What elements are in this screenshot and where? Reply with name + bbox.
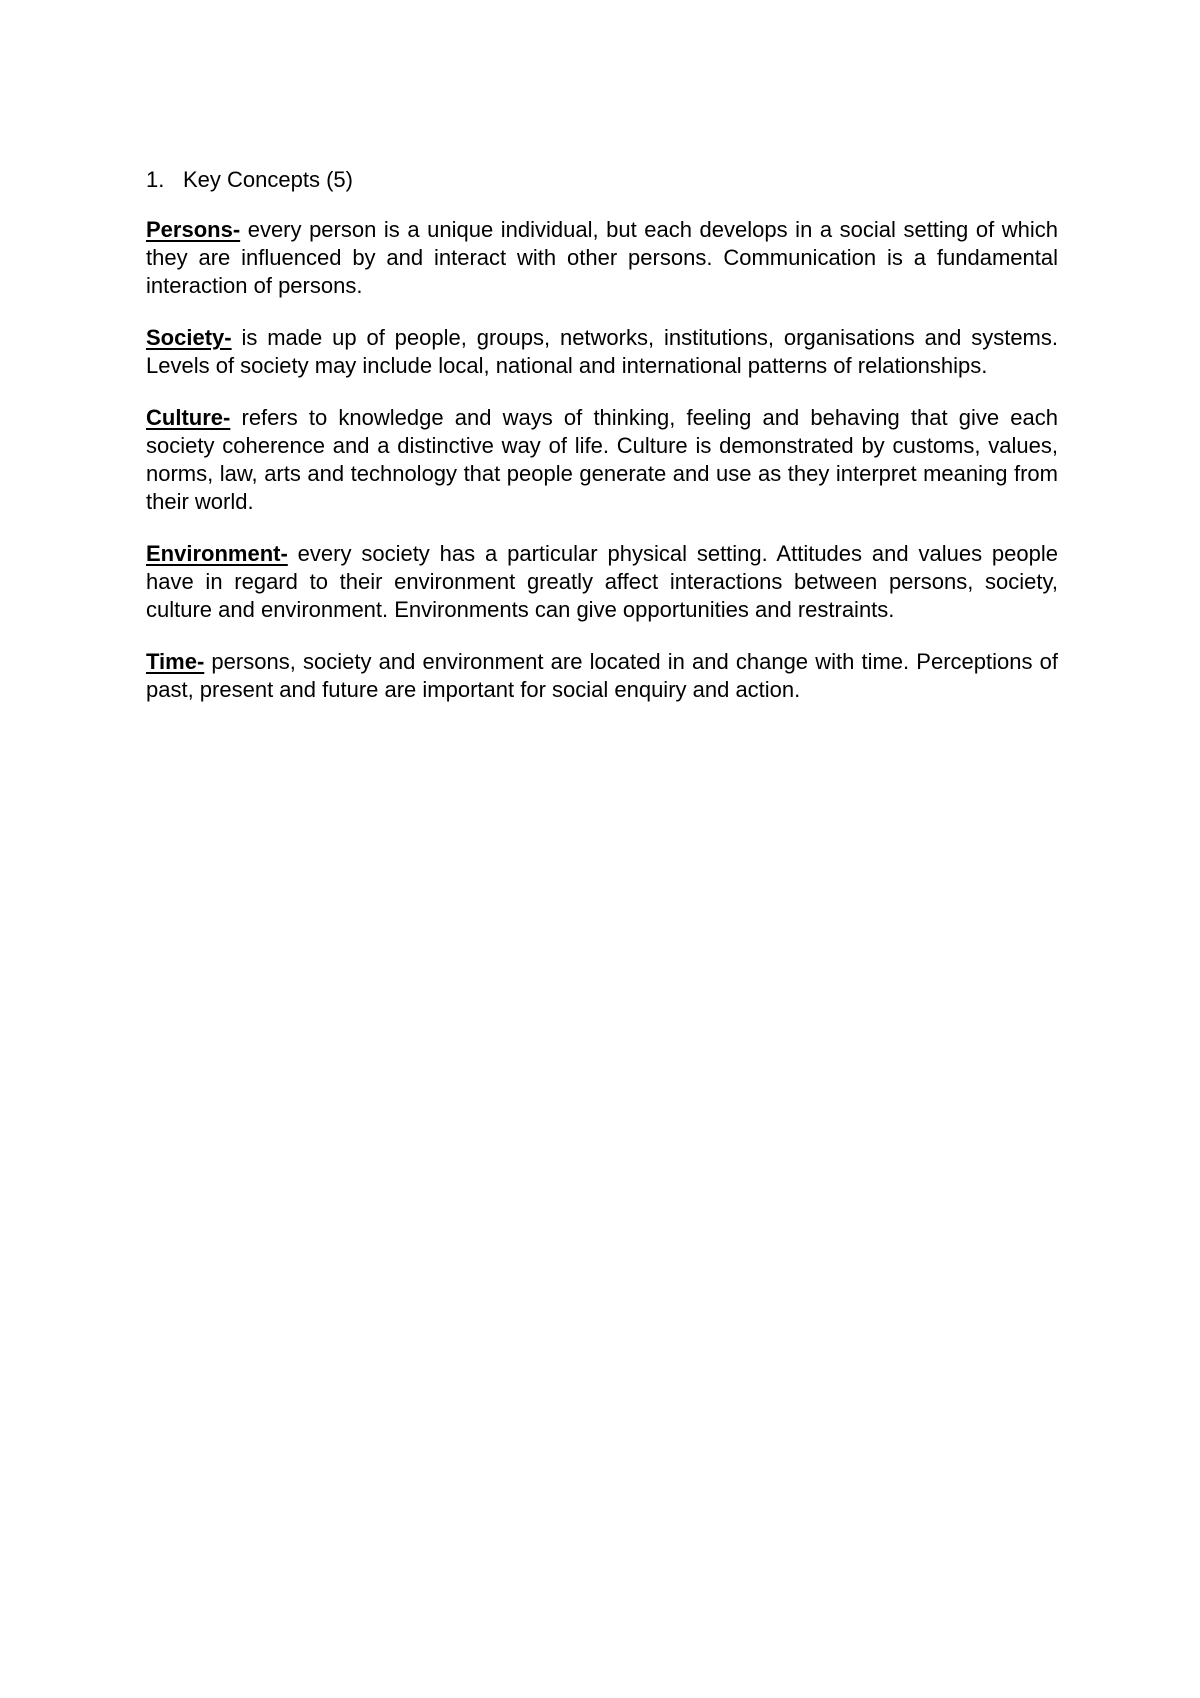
concept-term: Time-	[146, 649, 205, 674]
concept-society	[146, 324, 1058, 380]
concept-description: every society has a particular physical setting. Attitudes and values people have in regard to their environment greatly affect interactions between persons, society, culture and environment. Environments can give opportunities and restraints.	[146, 541, 1058, 622]
section-title: Key Concepts (5)	[183, 167, 353, 192]
concept-term: Culture-	[146, 405, 231, 430]
section-number: 1.	[146, 167, 165, 192]
concept-description: persons, society and environment are located in and change with time. Perceptions of past, present and future are important for social enquiry and action.	[146, 649, 1058, 702]
concept-persons	[146, 216, 1058, 300]
concept-time	[146, 648, 1058, 704]
concept-term: Persons-	[146, 217, 241, 242]
concept-description: is made up of people, groups, networks, institutions, organisations and systems. Levels of society may include local, national and international patterns of relationships.	[146, 325, 1058, 378]
concept-environment	[146, 540, 1058, 624]
document-body	[146, 166, 1058, 728]
concept-description: refers to knowledge and ways of thinking, feeling and behaving that give each society coherence and a distinctive way of life. Culture is demonstrated by customs, values, norms, law, arts and technology that people generate and use as they interpret meaning from their world.	[146, 405, 1058, 514]
concept-term: Society-	[146, 325, 232, 350]
section-heading	[146, 166, 1058, 194]
concept-description: every person is a unique individual, but each develops in a social setting of which they are influenced by and interact with other persons. Communication is a fundamental interaction of persons.	[146, 217, 1058, 298]
concept-term: Environment-	[146, 541, 288, 566]
concept-culture	[146, 404, 1058, 516]
